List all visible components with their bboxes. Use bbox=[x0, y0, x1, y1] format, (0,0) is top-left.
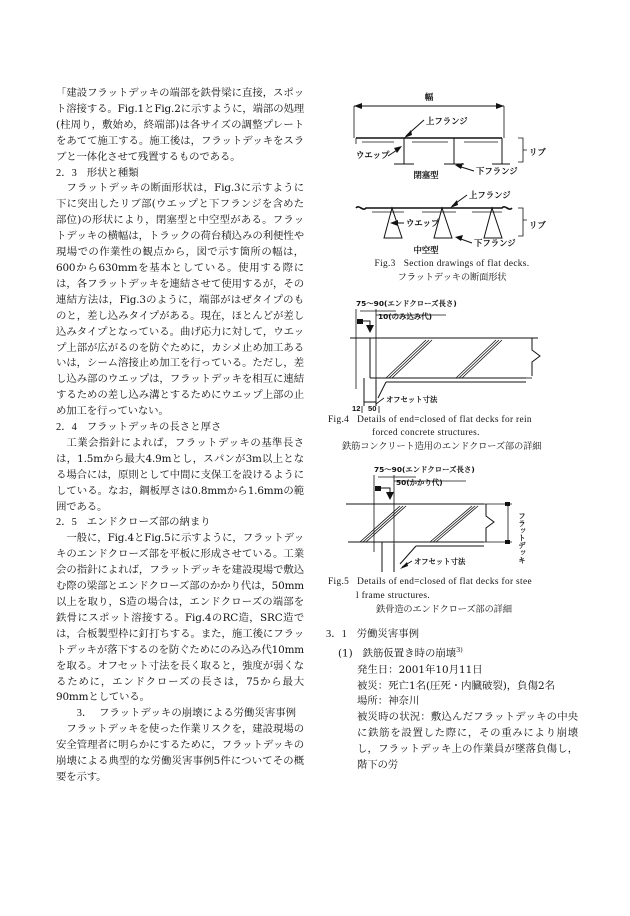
section-3-paragraph: フラットデッキを使った作業リスクを，建設現場の安全管理者に明らかにするために，フラットデッキの崩壊による典型的な労働災害事例5件についてその概要を示す。 bbox=[56, 723, 304, 783]
label-rib-1: リブ bbox=[529, 147, 546, 157]
figure-4-label: Fig.4 bbox=[328, 414, 350, 425]
figure-3-label: Fig.3 bbox=[374, 259, 396, 269]
figure-3-drawing bbox=[326, 86, 578, 258]
case-1-place-value: 神奈川 bbox=[388, 695, 420, 708]
section-heading-2-3 bbox=[56, 166, 304, 182]
case-1-date-value: 2001年10月11日 bbox=[398, 663, 483, 676]
label-flat-deck-f5: フラットデッキ bbox=[517, 512, 527, 565]
label-rib-2: リブ bbox=[529, 220, 546, 230]
section-title: フラットデッキの長さと厚さ bbox=[86, 421, 222, 434]
section-number: 2．3 bbox=[56, 167, 77, 179]
figure-3-caption-en: Section drawings of flat decks. bbox=[403, 259, 530, 269]
figure-3-caption bbox=[326, 258, 578, 286]
section-2-3-paragraph: フラットデッキの断面形状は，Fig.3に示すように下に突出したリブ部(ウエップと下フランジを含めた部位)の形状により，閉塞型と中空型がある。フラットデッキの横幅は，トラックの荷台積込みの利便性や現場での作業性の観点から，図で示す箇所の幅は，600から630mmを基本としている。使用する際には，各フラットデッキを連結させて使用するが，その連結方法は，Fig.3のように，端部がはぜタイプのものと，差し込みタイプがある。現在，ほとんどが差し込みタイプとなっている。曲げ応力に対して，ウエップ上部が広がるのを防ぐために，カシメ止め加工あるいは，シーム溶接止め加工を行っている。ただし，差し込み部のウエップは，フラットデッキを相互に連結するための差し込み溝とするためにウエップ上部の止め加工を行っていない。 bbox=[56, 182, 304, 418]
figure-4-drawing bbox=[326, 294, 578, 414]
section-number: 3．1 bbox=[326, 629, 347, 641]
figure-5-label: Fig.5 bbox=[328, 577, 350, 588]
case-1-place-line bbox=[326, 694, 578, 710]
label-endclose-length-f4: 75〜90(エンドクローズ長さ) bbox=[356, 298, 457, 308]
section-3-1-block bbox=[326, 627, 578, 774]
case-1-damage-line bbox=[326, 679, 578, 695]
section-2-5-paragraph: 一般に，Fig.4とFig.5に示すように，フラットデッキのエンドクローズ部を平板に形成させている。工業会の指針によれば，フラットデッキを建設現場で敷込む際の梁部とエンドクローズ部のかかり代は，50mm以上を取り，S造の場合は，エンドクローズの端部を鉄骨にスポット溶接する。Fig.4のRC造，SRC造では，合板製型枠に釘打ちする。また，施工後にフラットデッキが落下するのを防ぐためにのみ込み代10mmを取る。オフセット寸法を長く取ると，強度が弱くなるために，エンドクローズの長さは，75から最大90mmとしている。 bbox=[56, 532, 304, 704]
figure-5-caption-ja: 鉄骨造のエンドクローズ部の詳細 bbox=[376, 604, 512, 616]
section-title: フラットデッキの崩壊による労働災害事例 bbox=[99, 707, 297, 720]
figure-4-caption-ja: 鉄筋コンクリート造用のエンドクローズ部の詳細 bbox=[342, 441, 542, 453]
hatch-lines bbox=[386, 340, 502, 378]
case-1-situation-value: 敷込んだフラットデッキの中央に鉄筋を設置した際に，その重みにより崩壊し，フラットデッキ上の作業員が墜落負傷し，階下の労 bbox=[357, 711, 579, 772]
case-1-situation-label: 被災時の状況： bbox=[357, 711, 431, 724]
figure-4-caption-en-1: Details of end=closed of flat decks for rein bbox=[357, 414, 532, 425]
label-width: 幅 bbox=[424, 92, 434, 102]
case-1-place-label: 場所： bbox=[357, 695, 389, 708]
label-web-2: ウエップ bbox=[406, 218, 440, 228]
figure-3 bbox=[326, 86, 578, 286]
label-hollow-type: 中空型 bbox=[413, 245, 439, 255]
case-1-damage-value: 死亡1名(圧死・内臓破裂)，負傷2名 bbox=[388, 679, 555, 692]
right-column bbox=[326, 86, 578, 774]
case-1-date-line bbox=[326, 663, 578, 679]
dim-50-f4: 50 bbox=[368, 403, 377, 413]
label-web-1: ウエップ bbox=[356, 150, 390, 160]
figure-4 bbox=[326, 294, 578, 455]
label-swallow-allowance-f4: 10(のみ込み代) bbox=[378, 311, 432, 321]
label-offset-f5: オフセット寸法 bbox=[414, 557, 466, 567]
figure-4-caption-en-2: forced concrete structures. bbox=[372, 427, 480, 438]
figure-5-drawing bbox=[326, 460, 578, 576]
section-number: 3． bbox=[76, 708, 93, 720]
hatch-lines-f5 bbox=[360, 506, 478, 542]
figure-5-caption-en-2: l frame structures. bbox=[356, 590, 431, 601]
section-title: 形状と種類 bbox=[86, 166, 139, 179]
label-upper-flange-2: 上フランジ bbox=[469, 190, 511, 200]
section-title: エンドクローズ部の納まり bbox=[86, 516, 211, 529]
case-1-title: 鉄筋仮置き時の崩壊 bbox=[362, 647, 457, 660]
section-number: 2．4 bbox=[56, 422, 77, 434]
figure-5 bbox=[326, 460, 578, 617]
opening-paragraph: 「建設フラットデッキの端部を鉄骨梁に直接，スポット溶接する。Fig.1とFig.2に示すように，端部の処理(柱周り，敷始め，終端部)は各サイズの調整プレートをあてて施工する。施工後は，フラットデッキをスラブと一体化させて残置するものである。 bbox=[56, 87, 304, 163]
left-column bbox=[56, 86, 304, 786]
label-bearing-allowance-f5: 50(かかり代) bbox=[396, 478, 443, 488]
section-title: 労働災害事例 bbox=[356, 628, 420, 641]
section-heading-3-1 bbox=[326, 627, 578, 643]
label-endclose-length-f5: 75〜90(エンドクローズ長さ) bbox=[374, 465, 475, 475]
label-closed-type: 閉塞型 bbox=[413, 170, 439, 180]
figure-4-caption bbox=[326, 414, 578, 455]
section-heading-2-4 bbox=[56, 420, 304, 436]
case-1-date-label: 発生日： bbox=[357, 663, 399, 676]
case-1-damage-label: 被災： bbox=[357, 679, 389, 692]
figure-5-caption bbox=[326, 576, 578, 617]
figure-5-caption-en-1: Details of end=closed of flat decks for stee bbox=[357, 577, 532, 588]
section-heading-2-5 bbox=[56, 515, 304, 531]
label-lower-flange-2: 下フランジ bbox=[474, 238, 516, 248]
case-1-footnote-ref: 3) bbox=[456, 646, 463, 655]
section-heading-3 bbox=[56, 706, 304, 722]
figure-3-caption-ja: フラットデッキの断面形状 bbox=[397, 272, 507, 284]
label-upper-flange-1: 上フランジ bbox=[426, 116, 468, 126]
case-1-situation-line bbox=[326, 710, 578, 774]
section-2-4-paragraph: 工業会指針によれば，フラットデッキの基準長さは，1.5mから最大4.9mとし，スパンが3m以上となる場合には，原則として中間に支保工を設けるようにしている。なお，鋼板厚さは0.8mmから1.6mmの範囲である。 bbox=[56, 436, 304, 513]
dim-12-f4: 12 bbox=[352, 403, 361, 413]
label-offset-f4: オフセット寸法 bbox=[386, 394, 438, 404]
label-lower-flange-1: 下フランジ bbox=[476, 166, 518, 176]
section-number: 2．5 bbox=[56, 517, 77, 529]
case-1-marker: (1) bbox=[338, 647, 353, 660]
case-1-title-line bbox=[326, 643, 578, 662]
